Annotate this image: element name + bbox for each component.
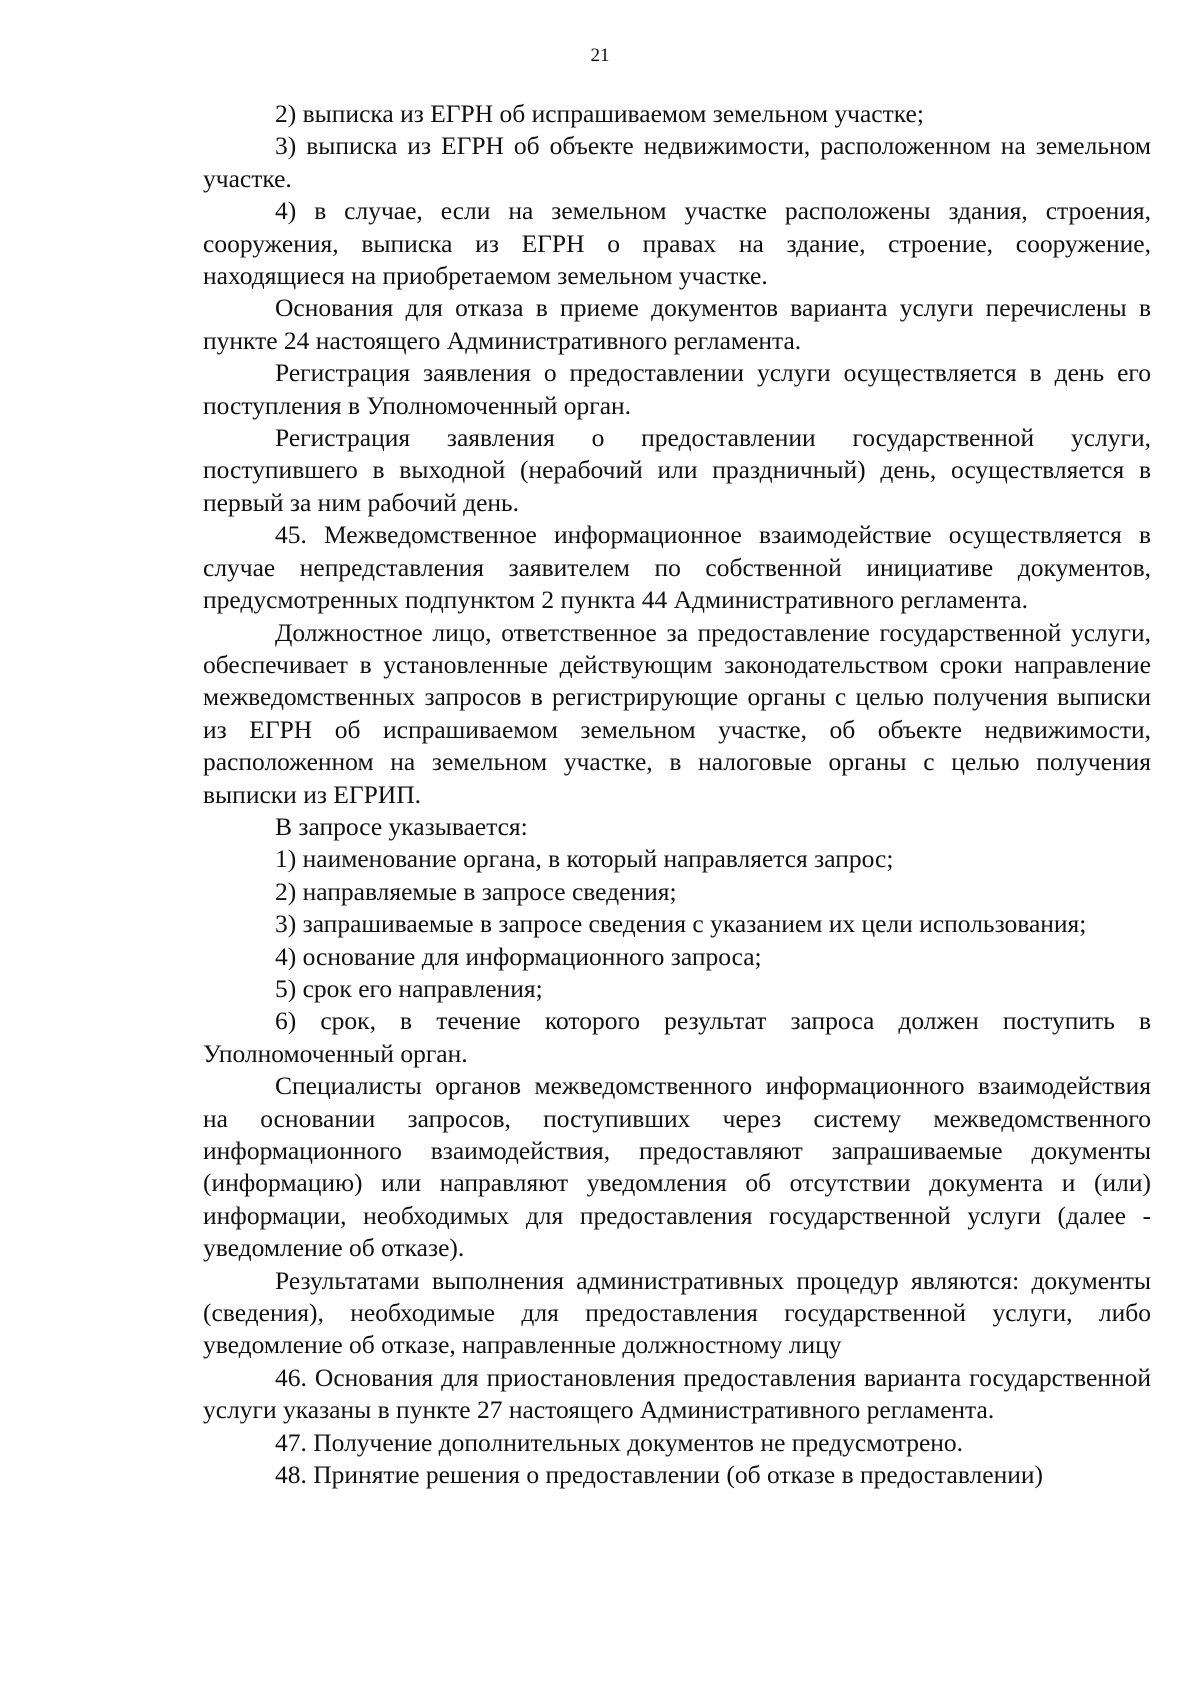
- paragraph: Должностное лицо, ответственное за предоставление государственной услуги, обеспечивает в установленные действующим законодательством сроки направление межведомственных запросов в регистрирующие органы с целью получения выписки из ЕГРН об испрашиваемом земельном участке, об объекте недвижимости, расположенном на земельном участке, в налоговые органы с целью получения выписки из ЕГРИП.: [203, 617, 1151, 809]
- paragraph: Регистрация заявления о предоставлении государственной услуги, поступившего в выходной (нерабочий или праздничный) день, осуществляется в первый за ним рабочий день.: [203, 423, 1151, 517]
- paragraph: 1) наименование органа, в который направляется запрос;: [275, 844, 894, 874]
- paragraph: 5) срок его направления;: [275, 973, 543, 1003]
- page-number: 21: [590, 45, 610, 66]
- paragraph: 46. Основания для приостановления предоставления варианта государственной услуги указаны в пункте 27 настоящего Административного регламента.: [203, 1362, 1151, 1425]
- paragraph: 6) срок, в течение которого результат запроса должен поступить в Уполномоченный орган.: [203, 1006, 1151, 1068]
- paragraph: Основания для отказа в приеме документов варианта услуги перечислены в пункте 24 настоящего Административного регламента.: [203, 293, 1151, 355]
- paragraph: 4) основание для информационного запроса;: [275, 941, 762, 971]
- paragraph: 2) выписка из ЕГРН об испрашиваемом земельном участке;: [275, 99, 924, 128]
- paragraph: 48. Принятие решения о предоставлении (об отказе в предоставлении): [275, 1460, 1044, 1490]
- paragraph: 47. Получение дополнительных документов не предусмотрено.: [275, 1427, 964, 1457]
- paragraph: 3) выписка из ЕГРН об объекте недвижимости, расположенном на земельном участке.: [203, 131, 1151, 193]
- paragraph: 2) направляемые в запросе сведения;: [275, 876, 677, 906]
- document-body: [203, 98, 1151, 1491]
- paragraph: Результатами выполнения административных процедур являются: документы (сведения), необходимые для предоставления государственной услуги, либо уведомление об отказе, направленные должностному лицу: [203, 1265, 1151, 1360]
- paragraph: 45. Межведомственное информационное взаимодействие осуществляется в случае непредставления заявителем по собственной инициативе документов, предусмотренных подпунктом 2 пункта 44 Административного регламента.: [203, 520, 1151, 615]
- paragraph: 3) запрашиваемые в запросе сведения с указанием их цели использования;: [275, 909, 1087, 939]
- paragraph: Специалисты органов межведомственного информационного взаимодействия на основании запросов, поступивших через систему межведомственного информационного взаимодействия, предоставляют запрашиваемые документы (информацию) или направляют уведомления об отсутствии документа и (или) информации, необходимых для предоставления государственной услуги (далее - уведомление об отказе).: [203, 1071, 1151, 1263]
- paragraph: В запросе указывается:: [275, 811, 528, 841]
- paragraph: Регистрация заявления о предоставлении услуги осуществляется в день его поступления в Уполномоченный орган.: [203, 358, 1151, 420]
- paragraph: 4) в случае, если на земельном участке расположены здания, строения, сооружения, выписка из ЕГРН о правах на здание, строение, сооружение, находящиеся на приобретаемом земельном участке.: [203, 196, 1151, 291]
